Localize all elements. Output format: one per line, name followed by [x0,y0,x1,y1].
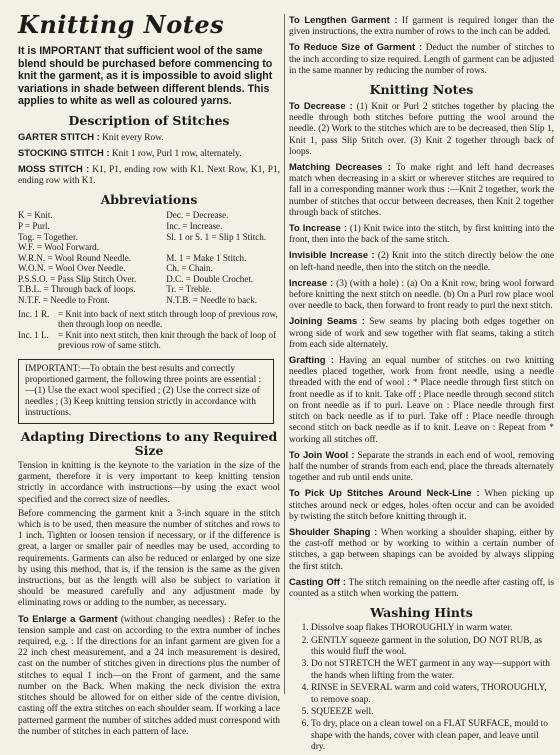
abbreviation-item: Ch. = Chain. [166,263,213,274]
note-text: (2) Knit into the stitch directly below the one on left-hand needle, then into the stitch on the needle. [289,251,554,273]
abbreviation-item: N.T.F. = Needle to Front. [18,295,110,306]
knitting-note [289,354,554,446]
abbreviation-item: Sl. 1 or S. 1 = Slip 1 Stitch. [166,231,267,242]
abbreviation-item: Tog. = Together. [18,231,78,242]
reduce-garment: To Reduce Size of Garment : Deduct the number of stitches to the inch according to size required. Length of garment can be adjusted in the same manner by reducing the number of rows. [289,41,555,76]
note-label: To Increase : [289,222,348,234]
abbreviation-item: P.S.S.O. = Pass Slip Stitch Over. [18,273,137,284]
abbreviations-grid [18,210,280,305]
washing-hint: 6. To dry, place on a clean towel on a FLAT SURFACE, mould to shape with the hands, cover with clean paper, and leave until dry. [311,719,554,753]
note-label: Grafting : [289,354,334,366]
knitting-note [289,449,554,485]
note-label: To Pick Up Stitches Around Neck-Line : [289,487,480,499]
note-label: Casting Off : [289,575,346,587]
abbreviation-item: W.R.N. = Wool Round Needle. [18,252,132,263]
abbreviation-item: Dec. = Decrease. [166,210,229,221]
knitting-note [289,487,554,523]
inc-1r-row: Inc. 1 R. = Knit into back of next stitch through loop of previous row, then through loop on needle. [18,308,278,330]
right-column [289,0,554,755]
knitting-note [289,100,554,158]
abbreviation-item: T.B.L. = Through back of loops. [18,284,136,295]
abbreviation-item: W.F. = Wool Forward. [18,242,99,253]
adapting-paragraph-1: Tension in knitting is the keynote to the variation in the size of the garment, therefore it is very important to keep knitting tension strictly in accordance with instructions—by using the exact wool specified and the correct size of needles. [18,461,280,505]
stitches-heading: Description of Stitches [68,112,230,128]
left-column [18,0,280,741]
note-text: (3) (with a hole) : (a) On a Knit row, bring wool forward before knitting the next stitch on needle. (b) On a Purl row place wool over needle to back, then forward to front ready to purl the next stitch. [289,278,554,312]
abbreviations-heading: Abbreviations [100,192,198,208]
note-label: To Join Wool : [289,448,355,460]
note-text: (1) Knit twice into the stitch, by first knitting into the front, then into the back of the same stitch. [289,224,555,246]
note-text: Having an equal number of stitches on two knitting needles placed together, work from front needle, using a needle threaded with the end of wool : * Place needle through first stitch on front needle as if to knit. Take off : Place needle through second stitch on front needle as if to purl. Leave on : Place needle through first stitch on back needle as if to purl. Take off : Place needle through second stitch on back needle as if to knit. Leave on : Repeat from * working all stitches off. [289,356,554,445]
knitting-note [289,222,554,246]
washing-hints-heading: Washing Hints [370,605,473,621]
note-text: To make right and left hand decreases match when decreasing in a skirt or wherever stitches are required to fall in a corresponding manner work thus :—Knit 2 together, work the number of stitches that occur between decreases, then Knit 2 together through back of stitches. [289,163,554,218]
knitting-note [289,277,554,313]
washing-hint: 1. Dissolve soap flakes THOROUGHLY in warm water. [311,623,554,634]
note-label: Joining Seams : [289,315,365,327]
note-label: Shoulder Shaping : [289,525,378,537]
knitting-note [289,249,554,273]
knitting-note [289,576,554,600]
garter-stitch: GARTER STITCH : Knit every Row. [18,130,164,143]
abbreviation-item: P = Purl. [18,220,50,231]
knitting-note [289,161,554,219]
note-label: Invisible Increase : [289,249,375,261]
abbreviation-item: N.T.B. = Needle to back. [166,295,258,306]
enlarge-garment: To Enlarge a Garment (without changing needles) : Refer to the tension sample and cast on according to the extra number of inches required, e.g. : If the directions for an infant garment are given for a 22 inch chest measurement, and a 24 inch measurement is desired, cast on the number of stitches given in directions plus the number of stitches to equal 1 inch—on the Front of garment, and the same number on the Back. When making the neck division the extra stitches should be allowed for on either side of the centre division, casting off the extra stitches on each shoulder seam. If working a lace patterned garment the number of stitches added must correspond with the number of stitches in each pattern of lace. [18,612,280,737]
washing-hint: 4. RINSE in SEVERAL warm and cold waters, THOROUGHLY, to remove soap. [311,683,554,706]
note-text: When picking up stitches around neck or edges, holes often occur and can be avoided by twisting the stitch before knitting through it. [289,489,554,522]
intro-paragraph: It is IMPORTANT that sufficient wool of the same blend should be purchased before commencing to knit the garment, as it is impossible to avoid slight variations in shade between different blends. This applies to white as well as coloured yarns. [18,45,273,107]
washing-hint: 2. GENTLY squeeze garment in the solution, DO NOT RUB, as this would fluff the wool. [311,636,554,659]
note-text: (1) Knit or Purl 2 stitches together by placing the needle through both stitches before putting the wool around the needle. (2) Work to the stitches which are to be decreased, then Slip 1, Knit 1, pass Slip Stitch over. (3) Knit 2 together through back of loops. [289,102,555,157]
note-text: Separate the strands in each end of wool, removing half the number of strands from each end, place the threads alternately together and rub until ends unite. [289,450,555,484]
stocking-stitch: STOCKING STITCH : Knit 1 row, Purl 1 row, alternately. [18,146,242,159]
abbreviation-item [166,242,280,253]
knitting-note [289,526,554,573]
page-title: Knitting Notes [18,10,225,39]
abbreviation-item: K = Knit. [18,210,53,221]
washing-hint: 3. Do not STRETCH the WET garment in any way—support with the hands when lifting from the water. [311,659,554,682]
abbreviation-item: D.C. = Double Crochet. [166,273,254,284]
note-text: Sew seams by placing both edges together on wrong side of work and sew together with flat seams, taking a stitch from each side alternately. [289,317,554,350]
note-label: Increase : [289,276,334,288]
knitting-notes-heading: Knitting Notes [369,82,474,98]
note-text: The stitch remaining on the needle after casting off, is counted as a stitch when working the pattern. [289,577,554,599]
note-text: When working a shoulder shaping, either by the cast-off method or by working to within a certain number of stitches, a gap between shapings can be avoided by always slipping the first stitch. [289,527,554,572]
abbreviation-item: Inc. = Increase. [166,220,223,231]
note-label: To Decrease : [289,100,353,112]
important-box: IMPORTANT:—To obtain the best results and correctly proportioned garment, the following three points are essential :—(1) Use the exact wool specified ; (2) Use the correct size of needles ; (3) Keep knitting tension strictly in accordance with instructions. [18,359,274,424]
knitting-notes-list [289,100,554,600]
abbreviation-item: M. 1 = Make 1 Stitch. [166,252,247,263]
washing-hints-list [289,623,554,753]
washing-hint: 5. SQUEEZE well. [311,707,554,718]
column-divider [284,14,285,694]
abbreviation-item: Tr. = Treble. [166,284,212,295]
adapting-paragraph-2: Before commencing the garment knit a 3-inch square in the stitch which is to be used, then measure the number of stitches and rows to 1 inch. Tighten or loosen tension if necessary, or if the difference is great, a larger or smaller pair of needles may be used, according to requirements. Garments can also be reduced or enlarged by one size by using this method, that is, if the tension is the same as the given instructions, but as the length will also be subject to variation it should be measured carefully and any adjustment made by eliminating rows or adding to the number, as necessary. [18,508,280,609]
knitting-note [289,315,554,351]
note-label: Matching Decreases : [289,161,391,173]
inc-1l-row: Inc. 1 L. = Knit into next stitch, then knit through the back of loop of previous row of same stitch. [18,329,277,351]
lengthen-garment: To Lengthen Garment : If garment is required longer than the given instructions, the extra number of rows to the inch can be added. [289,14,554,38]
abbreviation-item: W.O.N. = Wool Over Needle. [18,263,126,274]
adapting-heading: Adapting Directions to any Required Size [20,429,278,459]
moss-stitch: MOSS STITCH : K1, P1, ending row with K1. Next Row, K1, P1, ending row with K1. [18,162,280,187]
